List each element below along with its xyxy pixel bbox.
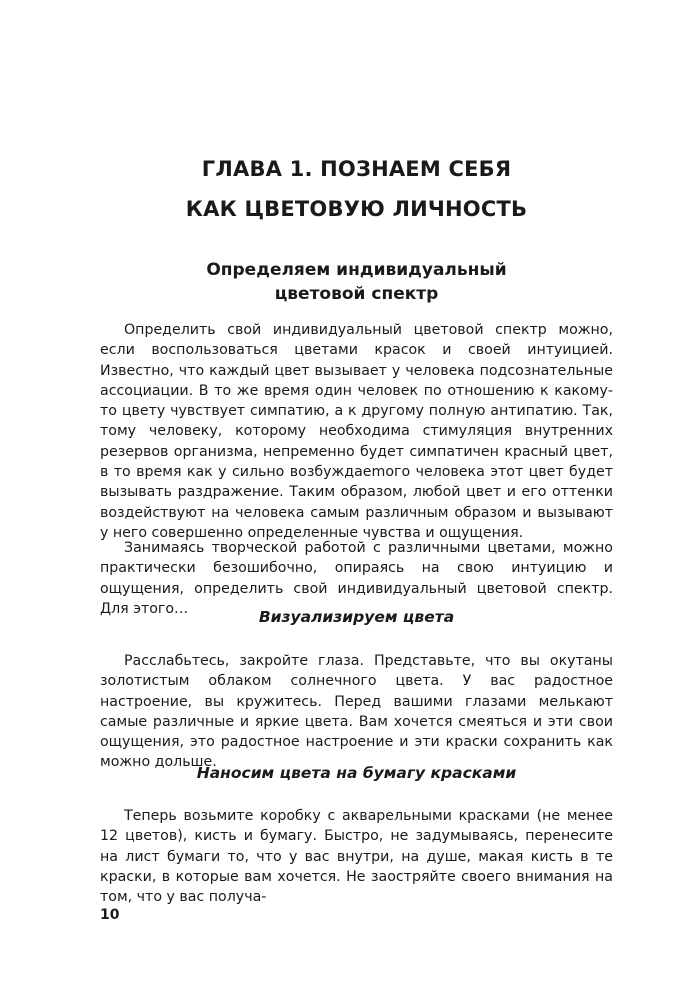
chapter-title-line-1: ГЛАВА 1. ПОЗНАЕМ СЕБЯ [201,157,512,181]
chapter-title-line-2: КАК ЦВЕТОВУЮ ЛИЧНОСТЬ [185,197,528,221]
subsection-title-visualize: Визуализируем цвета [258,608,455,626]
paragraph-creative-work: Занимаясь творческой работой с различными цветами, можно практически безошибочно, опираясь на свою интуицию и ощущения, определить свой индивидуальный цветовой спектр. Для этого… [100,540,613,617]
paragraph-intro: Определить свой индивидуальный цветовой спектр можно, если воспользоваться цветами красок и своей интуицией. Известно, что каждый цвет вызывает у человека подсознательные ассоциации. В то же время один человек по отношению к какому-то цвету чувствует симпатию, а к другому полную антипатию. Так, тому человеку, которому необходима стимуляция внутренних резервов организма, непременно будет симпатичен красный цвет, в то время как у сильно возбуждаеmого человека этот цвет будет вызывать раздражение. Таким образом, любой цвет и его оттенки воздействуют на человека самым различным образом и вызывают у него совершенно определенные чувства и ощущения. [100,322,613,541]
paragraph-visualize: Расслабьтесь, закройте глаза. Представьте, что вы окутаны золотистым облаком солнечного цвета. У вас радостное настроение, вы кружитесь. Перед вашими глазами мелькают самые различные и яркие цвета. Вам хочется смеяться и эти свои ощущения, это радостное настроение и эти краски сохранить как можно дольше. [100,653,613,771]
section-title-line-2: цветовой спектр [274,284,439,304]
section-title-line-1: Определяем индивидуальный [206,260,507,280]
subsection-title-paint: Наносим цвета на бумагу красками [196,764,517,782]
section-title [100,258,613,306]
paragraph-paint: Теперь возьмите коробку с акварельными красками (не менее 12 цветов), кисть и бумагу. Быстро, не задумываясь, перенесите на лист бумаги то, что у вас внутри, на душе, макая кисть в те краски, в которые вам хочется. Не заостряйте своего внимания на том, что у вас получа- [100,808,613,906]
page-number: 10 [100,907,120,923]
